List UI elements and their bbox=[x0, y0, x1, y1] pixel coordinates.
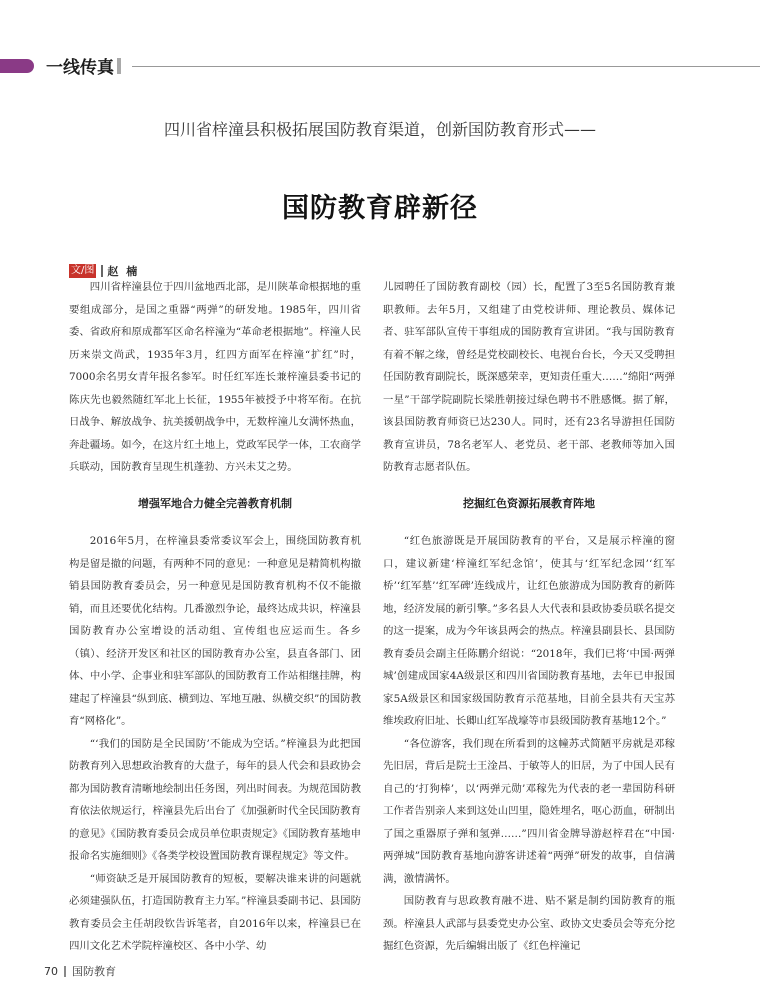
byline-tag: 文/图 bbox=[71, 265, 95, 276]
paragraph: “各位游客，我们现在所看到的这幢苏式简陋平房就是邓稼先旧居，背后是院士王淦昌、于敏等人的旧居，为了中国人民有自己的‘打狗棒’，以‘两弹元勋’邓稼先为代表的老一辈国防科研工作者告别亲人来到这处山凹里，隐姓埋名，呕心沥血，研制出了国之重器原子弹和氢弹……”四川省金牌导游赵梓君在“中国·两弹城”国防教育基地向游客讲述着“两弹”研发的故事，自信满满，激情满怀。 bbox=[383, 737, 675, 885]
section-title: 一线传真 bbox=[46, 58, 114, 78]
paragraph: “师资缺乏是开展国防教育的短板，要解决谁来讲的问题就必须建强队伍，打造国防教育主力军。”梓潼县委副书记、县国防教育委员会主任胡段钦告诉笔者，自2016年以来，梓潼县已在四川文化艺术学院梓潼校区、各中小学、幼 bbox=[69, 872, 361, 952]
header-rule bbox=[132, 66, 760, 67]
section-marker bbox=[0, 59, 34, 73]
author-name: 赵 楠 bbox=[107, 265, 140, 278]
article-subtitle: 四川省梓潼县积极拓展国防教育渠道，创新国防教育形式—— bbox=[163, 120, 596, 139]
paragraph: “红色旅游既是开展国防教育的平台，又是展示梓潼的窗口，建议新建‘梓潼红军纪念馆’，使其与‘红军纪念园’‘红军桥’‘红军墓’‘红军碑’连线成片，让红色旅游成为国防教育的新阵地，经济发展的新引擎。”多名县人大代表和县政协委员联名提交的这一提案，成为今年该县两会的热点。梓潼县副县长、县国防教育委员会副主任陈鹏介绍说：“2018年，我们已将‘中国·两弹城’创建成国家4A级景区和四川省国防教育基地，去年已申报国家5A级景区和国家级国防教育示范基地，目前全县共有天宝苏维埃政府旧址、长卿山红军战壕等市县级国防教育基地12个。” bbox=[383, 535, 675, 727]
left-column bbox=[69, 276, 361, 958]
magazine-name: 国防教育 bbox=[72, 965, 116, 978]
paragraph: 儿园聘任了国防教育副校（园）长，配置了3至5名国防教育兼职教师。去年5月，又组建了由党校讲师、理论教员、媒体记者、驻军部队宣传干事组成的国防教育宣讲团。“我与国防教育有着不解之缘，曾经是党校副校长、电视台台长，今天又受聘担任国防教育副院长，既深感荣幸，更知责任重大……”绵阳“两弹一星”干部学院副院长梁胜朝接过绿色聘书不胜感慨。据了解，该县国防教育师资已达230人。同时，还有23名导游担任国防教育宣讲员，78名老军人、老党员、老干部、老教师等加入国防教育志愿者队伍。 bbox=[383, 281, 675, 473]
paragraph: 国防教育与思政教育融不进、贴不紧是制约国防教育的瓶颈。梓潼县人武部与县委党史办公室、政协文史委员会等充分挖掘红色资源，先后编辑出版了《红色梓潼记 bbox=[383, 895, 675, 952]
right-column bbox=[383, 276, 675, 958]
section-heading-1: 增强军地合力健全完善教育机制 bbox=[138, 496, 292, 510]
page-footer bbox=[44, 963, 116, 979]
footer-divider bbox=[64, 966, 66, 977]
section-divider-bar bbox=[117, 58, 121, 74]
article-title: 国防教育辟新径 bbox=[282, 193, 478, 224]
paragraph: 2016年5月，在梓潼县委常委议军会上，围绕国防教育机构是留是撤的问题，有两种不同的意见：一种意见是精简机构撤销县国防教育委员会，另一种意见是国防教育机构不仅不能撤销，而且还要优化结构。几番激烈争论，最终达成共识，梓潼县国防教育办公室增设的活动组、宣传组也应运而生。各乡（镇）、经济开发区和社区的国防教育办公室，县直各部门、团体、中小学、企事业和驻军部队的国防教育工作站相继挂牌，构建起了梓潼县“纵到底、横到边、军地互融、纵横交织”的国防教育“网格化”。 bbox=[69, 535, 361, 727]
intro-paragraph: 四川省梓潼县位于四川盆地西北部，是川陕革命根据地的重要组成部分，是国之重器“两弹”的研发地。1985年，四川省委、省政府和原成都军区命名梓潼为“革命老根据地”。梓潼人民历来崇文尚武，1935年3月，红四方面军在梓潼“扩红”时，7000余名男女青年报名参军。时任红军连长兼梓潼县委书记的陈庆先也毅然随红军北上长征，1955年被授予中将军衔。在抗日战争、解放战争、抗美援朝战争中，无数梓潼儿女满怀热血，奔赴疆场。如今，在这片红土地上，党政军民学一体，工农商学兵联动，国防教育呈现生机蓬勃、方兴未艾之势。 bbox=[69, 281, 361, 473]
paragraph: “‘我们的国防是全民国防’不能成为空话。”梓潼县为此把国防教育列入思想政治教育的大盘子，每年的县人代会和县政协会都为国防教育清晰地绘制出任务图，列出时间表。为规范国防教育依法依规运行，梓潼县先后出台了《加强新时代全民国防教育的意见》《国防教育委员会成员单位职责规定》《国防教育基地申报命名实施细则》《各类学校设置国防教育课程规定》等文件。 bbox=[69, 737, 361, 862]
page-number: 70 bbox=[44, 964, 58, 978]
section-heading-2: 挖掘红色资源拓展教育阵地 bbox=[463, 496, 595, 510]
